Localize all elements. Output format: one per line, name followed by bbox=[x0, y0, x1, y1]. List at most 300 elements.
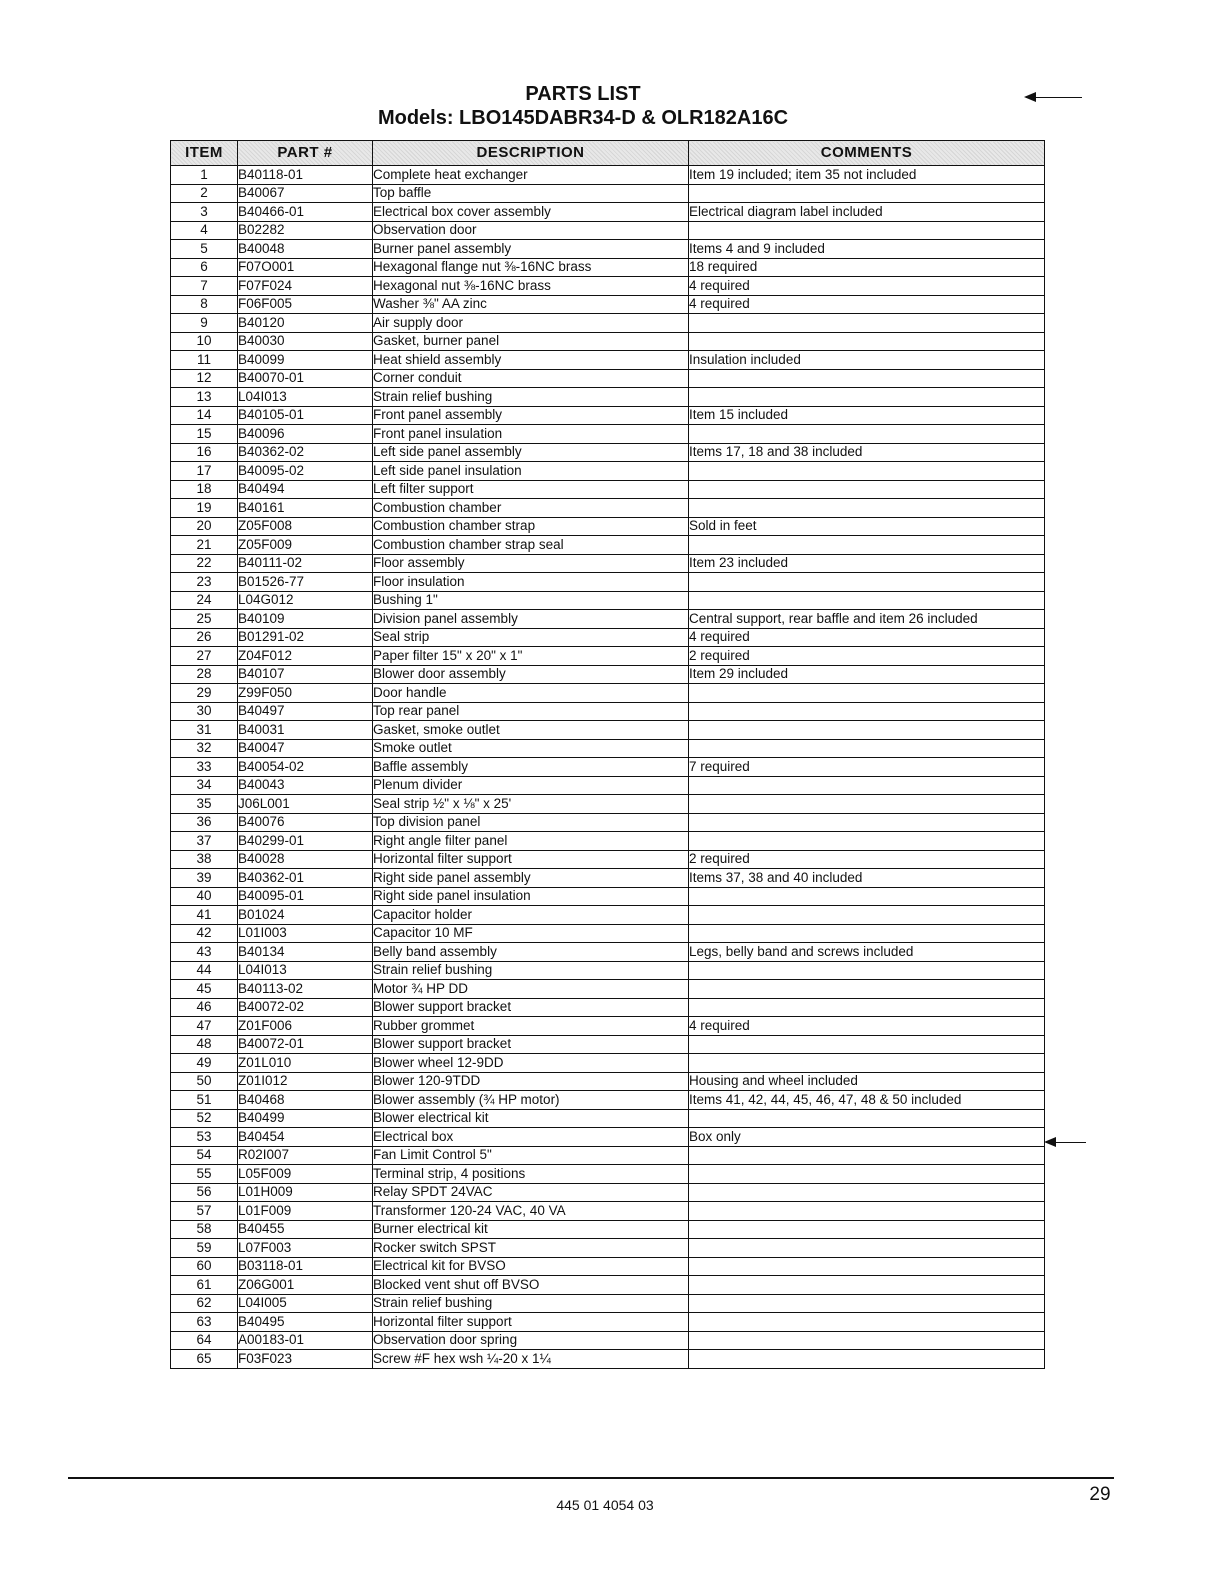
cell-item: 62 bbox=[171, 1294, 238, 1313]
cell-item: 31 bbox=[171, 721, 238, 740]
cell-item: 35 bbox=[171, 795, 238, 814]
cell-description: Seal strip bbox=[373, 628, 689, 647]
cell-description: Screw #F hex wsh ¼-20 x 1¼ bbox=[373, 1350, 689, 1369]
cell-comments bbox=[689, 462, 1045, 481]
cell-comments bbox=[689, 1350, 1045, 1369]
cell-part-number: Z99F050 bbox=[238, 684, 373, 703]
cell-part-number: B40362-01 bbox=[238, 869, 373, 888]
cell-item: 7 bbox=[171, 277, 238, 296]
cell-item: 20 bbox=[171, 517, 238, 536]
cell-part-number: Z04F012 bbox=[238, 647, 373, 666]
cell-comments bbox=[689, 369, 1045, 388]
cell-item: 34 bbox=[171, 776, 238, 795]
cell-comments bbox=[689, 924, 1045, 943]
cell-item: 9 bbox=[171, 314, 238, 333]
cell-item: 48 bbox=[171, 1035, 238, 1054]
table-row bbox=[171, 795, 1045, 814]
cell-comments: Item 15 included bbox=[689, 406, 1045, 425]
cell-comments: Items 37, 38 and 40 included bbox=[689, 869, 1045, 888]
cell-part-number: Z01F006 bbox=[238, 1017, 373, 1036]
cell-comments bbox=[689, 813, 1045, 832]
page-title: PARTS LIST bbox=[525, 83, 641, 105]
cell-part-number: L04I013 bbox=[238, 961, 373, 980]
cell-description: Paper filter 15" x 20" x 1" bbox=[373, 647, 689, 666]
cell-item: 13 bbox=[171, 388, 238, 407]
cell-part-number: F06F005 bbox=[238, 295, 373, 314]
cell-description: Top rear panel bbox=[373, 702, 689, 721]
table-row bbox=[171, 869, 1045, 888]
cell-comments bbox=[689, 1313, 1045, 1332]
cell-part-number: B40109 bbox=[238, 610, 373, 629]
table-row bbox=[171, 739, 1045, 758]
cell-item: 58 bbox=[171, 1220, 238, 1239]
cell-part-number: B40099 bbox=[238, 351, 373, 370]
cell-part-number: B40499 bbox=[238, 1109, 373, 1128]
cell-item: 22 bbox=[171, 554, 238, 573]
cell-comments bbox=[689, 832, 1045, 851]
table-row bbox=[171, 1202, 1045, 1221]
cell-part-number: B40134 bbox=[238, 943, 373, 962]
cell-item: 3 bbox=[171, 203, 238, 222]
cell-part-number: B40048 bbox=[238, 240, 373, 259]
table-row bbox=[171, 721, 1045, 740]
table-row bbox=[171, 517, 1045, 536]
cell-description: Plenum divider bbox=[373, 776, 689, 795]
cell-description: Terminal strip, 4 positions bbox=[373, 1165, 689, 1184]
cell-item: 51 bbox=[171, 1091, 238, 1110]
cell-comments: 18 required bbox=[689, 258, 1045, 277]
cell-description: Front panel insulation bbox=[373, 425, 689, 444]
cell-part-number: L07F003 bbox=[238, 1239, 373, 1258]
cell-part-number: B40105-01 bbox=[238, 406, 373, 425]
cell-part-number: B03118-01 bbox=[238, 1257, 373, 1276]
table-row bbox=[171, 832, 1045, 851]
cell-item: 19 bbox=[171, 499, 238, 518]
table-row bbox=[171, 998, 1045, 1017]
cell-item: 40 bbox=[171, 887, 238, 906]
cell-comments: Item 19 included; item 35 not included bbox=[689, 166, 1045, 185]
table-row bbox=[171, 1072, 1045, 1091]
cell-description: Blower support bracket bbox=[373, 998, 689, 1017]
cell-item: 44 bbox=[171, 961, 238, 980]
table-row bbox=[171, 314, 1045, 333]
cell-description: Blocked vent shut off BVSO bbox=[373, 1276, 689, 1295]
table-row bbox=[171, 1017, 1045, 1036]
cell-item: 14 bbox=[171, 406, 238, 425]
table-row bbox=[171, 813, 1045, 832]
table-row bbox=[171, 906, 1045, 925]
cell-description: Burner electrical kit bbox=[373, 1220, 689, 1239]
cell-description: Motor ¾ HP DD bbox=[373, 980, 689, 999]
cell-comments bbox=[689, 573, 1045, 592]
arrow-left-icon bbox=[1026, 97, 1082, 98]
cell-part-number: B40047 bbox=[238, 739, 373, 758]
document-number: 445 01 4054 03 bbox=[556, 1497, 654, 1513]
table-row bbox=[171, 480, 1045, 499]
cell-item: 39 bbox=[171, 869, 238, 888]
cell-part-number: L01F009 bbox=[238, 1202, 373, 1221]
cell-part-number: B40362-02 bbox=[238, 443, 373, 462]
table-row bbox=[171, 499, 1045, 518]
cell-comments: 4 required bbox=[689, 1017, 1045, 1036]
cell-description: Observation door spring bbox=[373, 1331, 689, 1350]
cell-item: 2 bbox=[171, 184, 238, 203]
table-row bbox=[171, 591, 1045, 610]
table-row bbox=[171, 684, 1045, 703]
table-row bbox=[171, 554, 1045, 573]
cell-item: 6 bbox=[171, 258, 238, 277]
cell-part-number: B40096 bbox=[238, 425, 373, 444]
table-row bbox=[171, 221, 1045, 240]
table-row bbox=[171, 351, 1045, 370]
cell-part-number: B40107 bbox=[238, 665, 373, 684]
cell-part-number: F07F024 bbox=[238, 277, 373, 296]
cell-item: 36 bbox=[171, 813, 238, 832]
cell-description: Strain relief bushing bbox=[373, 388, 689, 407]
cell-part-number: B40070-01 bbox=[238, 369, 373, 388]
cell-item: 45 bbox=[171, 980, 238, 999]
table-row bbox=[171, 628, 1045, 647]
cell-item: 1 bbox=[171, 166, 238, 185]
cell-part-number: B40095-02 bbox=[238, 462, 373, 481]
cell-comments bbox=[689, 961, 1045, 980]
cell-description: Transformer 120-24 VAC, 40 VA bbox=[373, 1202, 689, 1221]
cell-description: Air supply door bbox=[373, 314, 689, 333]
cell-comments: Items 4 and 9 included bbox=[689, 240, 1045, 259]
cell-comments bbox=[689, 314, 1045, 333]
table-row bbox=[171, 240, 1045, 259]
cell-item: 18 bbox=[171, 480, 238, 499]
cell-part-number: B40495 bbox=[238, 1313, 373, 1332]
cell-description: Right side panel assembly bbox=[373, 869, 689, 888]
cell-description: Burner panel assembly bbox=[373, 240, 689, 259]
table-row bbox=[171, 924, 1045, 943]
table-row bbox=[171, 277, 1045, 296]
cell-part-number: B01526-77 bbox=[238, 573, 373, 592]
cell-item: 59 bbox=[171, 1239, 238, 1258]
cell-item: 10 bbox=[171, 332, 238, 351]
cell-description: Rubber grommet bbox=[373, 1017, 689, 1036]
cell-comments bbox=[689, 1035, 1045, 1054]
cell-part-number: Z01L010 bbox=[238, 1054, 373, 1073]
cell-part-number: B40095-01 bbox=[238, 887, 373, 906]
cell-item: 57 bbox=[171, 1202, 238, 1221]
cell-description: Floor assembly bbox=[373, 554, 689, 573]
cell-description: Strain relief bushing bbox=[373, 961, 689, 980]
table-row bbox=[171, 388, 1045, 407]
cell-comments bbox=[689, 1183, 1045, 1202]
table-row bbox=[171, 166, 1045, 185]
cell-comments: Items 17, 18 and 38 included bbox=[689, 443, 1045, 462]
cell-description: Electrical box bbox=[373, 1128, 689, 1147]
table-row bbox=[171, 184, 1045, 203]
table-row bbox=[171, 776, 1045, 795]
cell-comments: 2 required bbox=[689, 647, 1045, 666]
table-row bbox=[171, 887, 1045, 906]
cell-comments: Electrical diagram label included bbox=[689, 203, 1045, 222]
table-row bbox=[171, 980, 1045, 999]
cell-part-number: B40120 bbox=[238, 314, 373, 333]
cell-description: Smoke outlet bbox=[373, 739, 689, 758]
page-subtitle: Models: LBO145DABR34-D & OLR182A16C bbox=[377, 107, 789, 129]
table-row bbox=[171, 1276, 1045, 1295]
cell-item: 49 bbox=[171, 1054, 238, 1073]
cell-comments bbox=[689, 1109, 1045, 1128]
table-row bbox=[171, 1220, 1045, 1239]
cell-item: 26 bbox=[171, 628, 238, 647]
cell-part-number: L01I003 bbox=[238, 924, 373, 943]
cell-part-number: L01H009 bbox=[238, 1183, 373, 1202]
arrow-left-icon bbox=[1046, 1142, 1086, 1143]
cell-comments bbox=[689, 887, 1045, 906]
parts-table bbox=[170, 140, 1045, 1369]
table-row bbox=[171, 702, 1045, 721]
cell-part-number: B40028 bbox=[238, 850, 373, 869]
cell-description: Capacitor 10 MF bbox=[373, 924, 689, 943]
cell-comments bbox=[689, 906, 1045, 925]
cell-description: Right angle filter panel bbox=[373, 832, 689, 851]
table-row bbox=[171, 1294, 1045, 1313]
cell-part-number: B40118-01 bbox=[238, 166, 373, 185]
table-row bbox=[171, 665, 1045, 684]
table-row bbox=[171, 425, 1045, 444]
column-header-description: DESCRIPTION bbox=[373, 141, 689, 166]
cell-description: Blower electrical kit bbox=[373, 1109, 689, 1128]
cell-comments bbox=[689, 1165, 1045, 1184]
table-row bbox=[171, 1239, 1045, 1258]
cell-item: 8 bbox=[171, 295, 238, 314]
cell-description: Door handle bbox=[373, 684, 689, 703]
cell-description: Complete heat exchanger bbox=[373, 166, 689, 185]
cell-description: Bushing 1" bbox=[373, 591, 689, 610]
cell-item: 42 bbox=[171, 924, 238, 943]
table-row bbox=[171, 1128, 1045, 1147]
table-row bbox=[171, 943, 1045, 962]
parts-table-body bbox=[171, 166, 1045, 1369]
column-header-part: PART # bbox=[238, 141, 373, 166]
cell-comments: Insulation included bbox=[689, 351, 1045, 370]
cell-part-number: B40030 bbox=[238, 332, 373, 351]
cell-part-number: B40111-02 bbox=[238, 554, 373, 573]
cell-item: 5 bbox=[171, 240, 238, 259]
cell-part-number: L04G012 bbox=[238, 591, 373, 610]
cell-comments bbox=[689, 739, 1045, 758]
cell-part-number: B40299-01 bbox=[238, 832, 373, 851]
cell-description: Capacitor holder bbox=[373, 906, 689, 925]
table-row bbox=[171, 406, 1045, 425]
cell-comments bbox=[689, 1331, 1045, 1350]
cell-comments bbox=[689, 795, 1045, 814]
cell-description: Blower assembly (¾ HP motor) bbox=[373, 1091, 689, 1110]
table-row bbox=[171, 961, 1045, 980]
cell-item: 38 bbox=[171, 850, 238, 869]
cell-comments: 2 required bbox=[689, 850, 1045, 869]
cell-part-number: B40076 bbox=[238, 813, 373, 832]
table-row bbox=[171, 573, 1045, 592]
table-header-row bbox=[171, 141, 1045, 166]
cell-comments: 7 required bbox=[689, 758, 1045, 777]
cell-comments: Legs, belly band and screws included bbox=[689, 943, 1045, 962]
cell-description: Rocker switch SPST bbox=[373, 1239, 689, 1258]
cell-description: Observation door bbox=[373, 221, 689, 240]
cell-part-number: Z01I012 bbox=[238, 1072, 373, 1091]
cell-item: 33 bbox=[171, 758, 238, 777]
cell-comments: 4 required bbox=[689, 295, 1045, 314]
table-row bbox=[171, 1054, 1045, 1073]
cell-comments bbox=[689, 1146, 1045, 1165]
table-row bbox=[171, 758, 1045, 777]
cell-description: Fan Limit Control 5" bbox=[373, 1146, 689, 1165]
table-row bbox=[171, 1331, 1045, 1350]
table-row bbox=[171, 1313, 1045, 1332]
table-row bbox=[171, 610, 1045, 629]
table-row bbox=[171, 1165, 1045, 1184]
cell-description: Top baffle bbox=[373, 184, 689, 203]
cell-item: 32 bbox=[171, 739, 238, 758]
cell-comments bbox=[689, 1294, 1045, 1313]
cell-description: Gasket, smoke outlet bbox=[373, 721, 689, 740]
cell-part-number: B40455 bbox=[238, 1220, 373, 1239]
cell-item: 55 bbox=[171, 1165, 238, 1184]
cell-comments bbox=[689, 221, 1045, 240]
cell-comments bbox=[689, 332, 1045, 351]
cell-part-number: Z05F009 bbox=[238, 536, 373, 555]
cell-description: Heat shield assembly bbox=[373, 351, 689, 370]
cell-comments bbox=[689, 591, 1045, 610]
cell-item: 23 bbox=[171, 573, 238, 592]
cell-part-number: B40067 bbox=[238, 184, 373, 203]
cell-comments: Items 41, 42, 44, 45, 46, 47, 48 & 50 included bbox=[689, 1091, 1045, 1110]
cell-part-number: B40497 bbox=[238, 702, 373, 721]
cell-description: Blower support bracket bbox=[373, 1035, 689, 1054]
cell-comments: Central support, rear baffle and item 26 included bbox=[689, 610, 1045, 629]
cell-item: 50 bbox=[171, 1072, 238, 1091]
cell-part-number: B02282 bbox=[238, 221, 373, 240]
cell-item: 43 bbox=[171, 943, 238, 962]
cell-description: Hexagonal flange nut ⅜-16NC brass bbox=[373, 258, 689, 277]
cell-comments bbox=[689, 721, 1045, 740]
cell-description: Blower door assembly bbox=[373, 665, 689, 684]
cell-comments bbox=[689, 1202, 1045, 1221]
cell-description: Washer ⅜" AA zinc bbox=[373, 295, 689, 314]
cell-comments bbox=[689, 480, 1045, 499]
cell-description: Corner conduit bbox=[373, 369, 689, 388]
cell-part-number: B40072-01 bbox=[238, 1035, 373, 1054]
cell-part-number: B40466-01 bbox=[238, 203, 373, 222]
table-row bbox=[171, 332, 1045, 351]
cell-item: 47 bbox=[171, 1017, 238, 1036]
cell-item: 21 bbox=[171, 536, 238, 555]
cell-part-number: B40054-02 bbox=[238, 758, 373, 777]
cell-comments bbox=[689, 388, 1045, 407]
cell-comments bbox=[689, 776, 1045, 795]
column-header-item: ITEM bbox=[171, 141, 238, 166]
cell-item: 46 bbox=[171, 998, 238, 1017]
cell-part-number: A00183-01 bbox=[238, 1331, 373, 1350]
cell-description: Left filter support bbox=[373, 480, 689, 499]
cell-item: 27 bbox=[171, 647, 238, 666]
cell-item: 60 bbox=[171, 1257, 238, 1276]
cell-comments bbox=[689, 536, 1045, 555]
table-row bbox=[171, 1257, 1045, 1276]
table-row bbox=[171, 1091, 1045, 1110]
cell-comments bbox=[689, 184, 1045, 203]
cell-part-number: B40031 bbox=[238, 721, 373, 740]
cell-part-number: J06L001 bbox=[238, 795, 373, 814]
cell-item: 16 bbox=[171, 443, 238, 462]
cell-comments bbox=[689, 684, 1045, 703]
cell-comments: Item 29 included bbox=[689, 665, 1045, 684]
cell-description: Horizontal filter support bbox=[373, 1313, 689, 1332]
cell-item: 24 bbox=[171, 591, 238, 610]
cell-comments bbox=[689, 702, 1045, 721]
cell-item: 63 bbox=[171, 1313, 238, 1332]
cell-item: 64 bbox=[171, 1331, 238, 1350]
cell-comments bbox=[689, 1257, 1045, 1276]
cell-item: 37 bbox=[171, 832, 238, 851]
cell-comments: Box only bbox=[689, 1128, 1045, 1147]
cell-description: Electrical kit for BVSO bbox=[373, 1257, 689, 1276]
cell-item: 28 bbox=[171, 665, 238, 684]
footer-divider bbox=[68, 1477, 1114, 1479]
cell-item: 29 bbox=[171, 684, 238, 703]
cell-comments: 4 required bbox=[689, 277, 1045, 296]
cell-description: Division panel assembly bbox=[373, 610, 689, 629]
cell-comments: Sold in feet bbox=[689, 517, 1045, 536]
column-header-comments: COMMENTS bbox=[689, 141, 1045, 166]
table-row bbox=[171, 369, 1045, 388]
cell-part-number: B40468 bbox=[238, 1091, 373, 1110]
cell-comments bbox=[689, 499, 1045, 518]
cell-part-number: B40113-02 bbox=[238, 980, 373, 999]
cell-part-number: F07O001 bbox=[238, 258, 373, 277]
cell-item: 56 bbox=[171, 1183, 238, 1202]
cell-part-number: R02I007 bbox=[238, 1146, 373, 1165]
cell-item: 54 bbox=[171, 1146, 238, 1165]
table-row bbox=[171, 203, 1045, 222]
cell-comments bbox=[689, 998, 1045, 1017]
cell-part-number: F03F023 bbox=[238, 1350, 373, 1369]
cell-description: Left side panel insulation bbox=[373, 462, 689, 481]
cell-item: 4 bbox=[171, 221, 238, 240]
cell-comments bbox=[689, 1239, 1045, 1258]
cell-item: 61 bbox=[171, 1276, 238, 1295]
cell-part-number: B01024 bbox=[238, 906, 373, 925]
cell-description: Relay SPDT 24VAC bbox=[373, 1183, 689, 1202]
table-row bbox=[171, 1109, 1045, 1128]
cell-comments bbox=[689, 1276, 1045, 1295]
cell-item: 15 bbox=[171, 425, 238, 444]
page-number: 29 bbox=[1089, 1484, 1111, 1505]
table-row bbox=[171, 647, 1045, 666]
cell-comments: 4 required bbox=[689, 628, 1045, 647]
cell-part-number: B01291-02 bbox=[238, 628, 373, 647]
cell-description: Baffle assembly bbox=[373, 758, 689, 777]
cell-item: 65 bbox=[171, 1350, 238, 1369]
cell-description: Belly band assembly bbox=[373, 943, 689, 962]
cell-description: Combustion chamber strap bbox=[373, 517, 689, 536]
cell-description: Gasket, burner panel bbox=[373, 332, 689, 351]
table-row bbox=[171, 1183, 1045, 1202]
cell-item: 11 bbox=[171, 351, 238, 370]
cell-comments: Item 23 included bbox=[689, 554, 1045, 573]
cell-description: Floor insulation bbox=[373, 573, 689, 592]
cell-description: Blower 120-9TDD bbox=[373, 1072, 689, 1091]
cell-part-number: Z06G001 bbox=[238, 1276, 373, 1295]
cell-item: 52 bbox=[171, 1109, 238, 1128]
table-row bbox=[171, 1035, 1045, 1054]
cell-description: Seal strip ½" x ⅛" x 25' bbox=[373, 795, 689, 814]
